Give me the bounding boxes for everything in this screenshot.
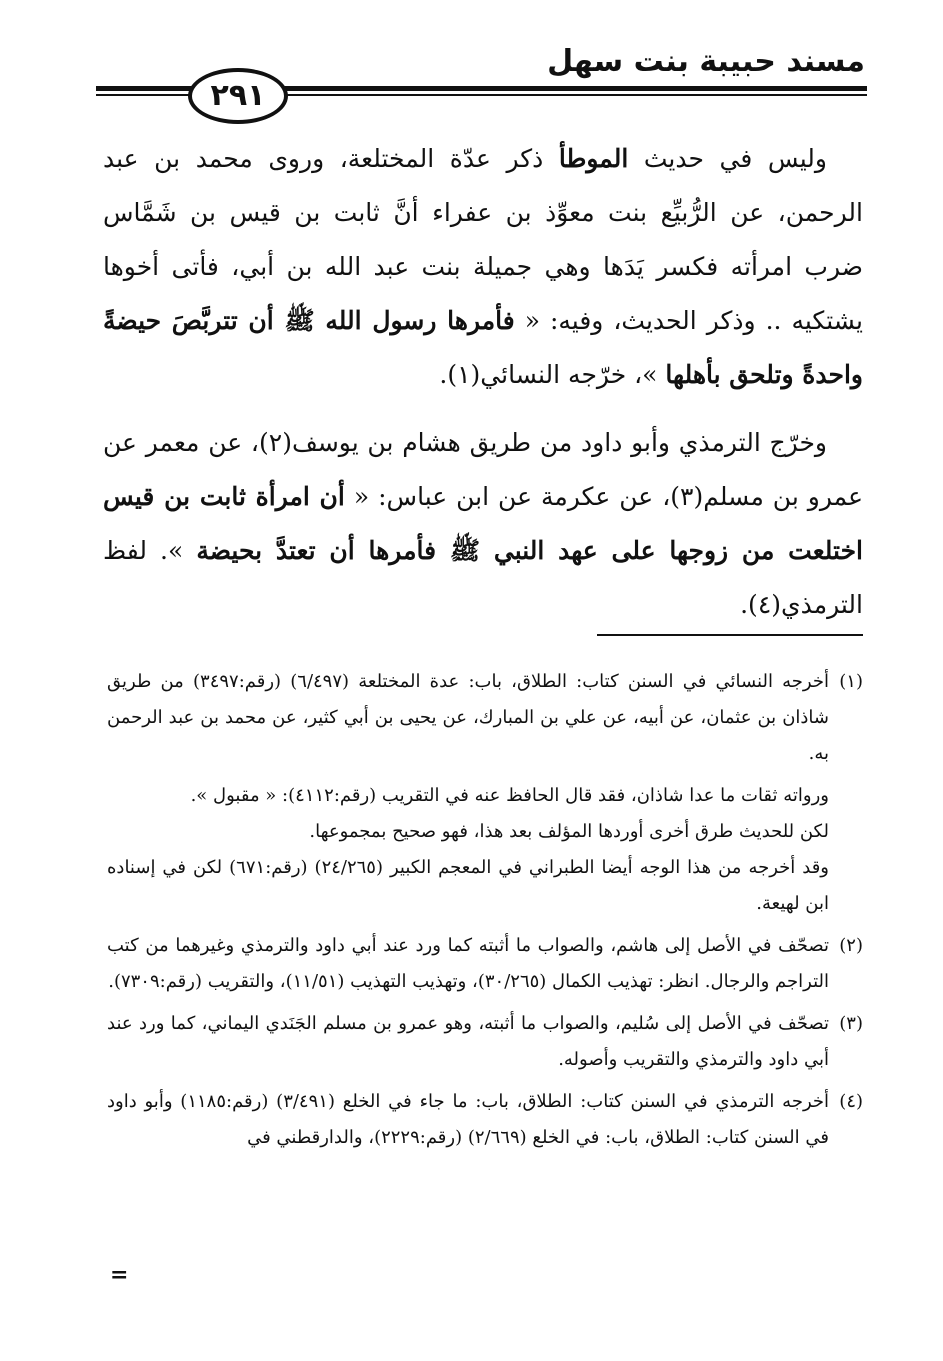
paragraph-1 xyxy=(103,132,863,402)
footnote-number: (١) xyxy=(839,671,863,692)
footnote-4 xyxy=(107,1084,863,1156)
footnote-text: أخرجه النسائي في السنن كتاب: الطلاق، باب: عدة المختلعة (٦/٤٩٧) (رقم:٣٤٩٧) من طريق شاذان بن عثمان، عن أبيه، عن علي بن المبارك، عن يحيى بن أبي كثير، عن محمد بن عبد الرحمن به. xyxy=(107,671,829,764)
footnote-divider xyxy=(597,634,863,636)
footnote-2 xyxy=(107,928,863,1000)
footnotes xyxy=(107,664,863,1162)
paragraph-2-text: وخرّج الترمذي وأبو داود من طريق هشام بن يوسف(٢)، عن معمر عن عمرو بن مسلم(٣)، عن عكرمة عن ابن عباس: « xyxy=(103,428,864,511)
footnote-text: تصحّف في الأصل إلى سُليم، والصواب ما أثبته، وهو عمرو بن مسلم الجَنَدي اليماني، كما ورد عند أبي داود والترمذي والتقريب وأصوله. xyxy=(107,1013,829,1070)
paragraph-1-intro: وليس في حديث xyxy=(628,144,827,173)
footnote-1-note: لكن للحديث طرق أخرى أوردها المؤلف بعد هذا، فهو صحيح بمجموعها. xyxy=(309,821,829,842)
main-text xyxy=(103,132,863,646)
footnote-number: (٢) xyxy=(839,935,863,956)
footnote-text: تصحّف في الأصل إلى هاشم، والصواب ما أثبته كما ورد عند أبي داود والترمذي وغيرهما من كتب التراجم والرجال. انظر: تهذيب الكمال (٣٠/٢٦٥)، وتهذيب التهذيب (١١/٥١)، والتقريب (رقم:٧٣٠٩). xyxy=(107,935,829,992)
hadith-quote-1: فأمرها رسول الله ﷺ أن تتربَّصَ حيضةً واحدةً وتلحق بأهلها xyxy=(103,306,863,389)
paragraph-2-ending: ». لفظ الترمذي(٤). xyxy=(103,536,863,619)
page-number-badge xyxy=(188,68,288,124)
book-title: مسند حبيبة بنت سهل xyxy=(547,44,865,79)
footnote-text: أخرجه الترمذي في السنن كتاب: الطلاق، باب: ما جاء في الخلع (٣/٤٩١) (رقم:١١٨٥) وأبو داود في السنن كتاب: الطلاق، باب: في الخلع (٢/٦٦٩) (رقم:٢٢٢٩)، والدارقطني في xyxy=(107,1091,830,1148)
continuation-mark: = xyxy=(110,1262,129,1288)
footnote-3 xyxy=(107,1006,863,1078)
muwatta-title: الموطأ xyxy=(558,144,629,173)
footnote-1 xyxy=(107,664,863,772)
paragraph-2 xyxy=(103,416,863,632)
paragraph-1-ending: »، خرّجه النسائي(١). xyxy=(439,360,666,389)
hadith-quote-2: أن امرأة ثابت بن قيس اختلعت من زوجها على عهد النبي ﷺ فأمرها أن تعتدَّ بحيضة xyxy=(103,482,863,565)
page-number: ٢٩١ xyxy=(210,78,266,113)
footnote-1-note: وقد أخرجه من هذا الوجه أيضا الطبراني في المعجم الكبير (٢٤/٢٦٥) (رقم:٦٧١) لكن في إسناده ابن لهيعة. xyxy=(107,857,830,914)
paragraph-1-text: ذكر عدّة المختلعة، وروى محمد بن عبد الرحمن، عن الرُّبيِّع بنت معوِّذ بن عفراء أنَّ ثابت بن قيس بن شَمَّاس ضرب امرأته فكسر يَدَها وهي جميلة بنت عبد الله بن أبي، فأتى أخوها يشتكيه .. وذكر الحديث، وفيه: « xyxy=(103,144,863,335)
footnote-1-note: ورواته ثقات ما عدا شاذان، فقد قال الحافظ عنه في التقريب (رقم:٤١١٢): « مقبول ». xyxy=(190,785,829,806)
footnote-number: (٤) xyxy=(839,1091,864,1112)
footnote-number: (٣) xyxy=(839,1013,863,1034)
